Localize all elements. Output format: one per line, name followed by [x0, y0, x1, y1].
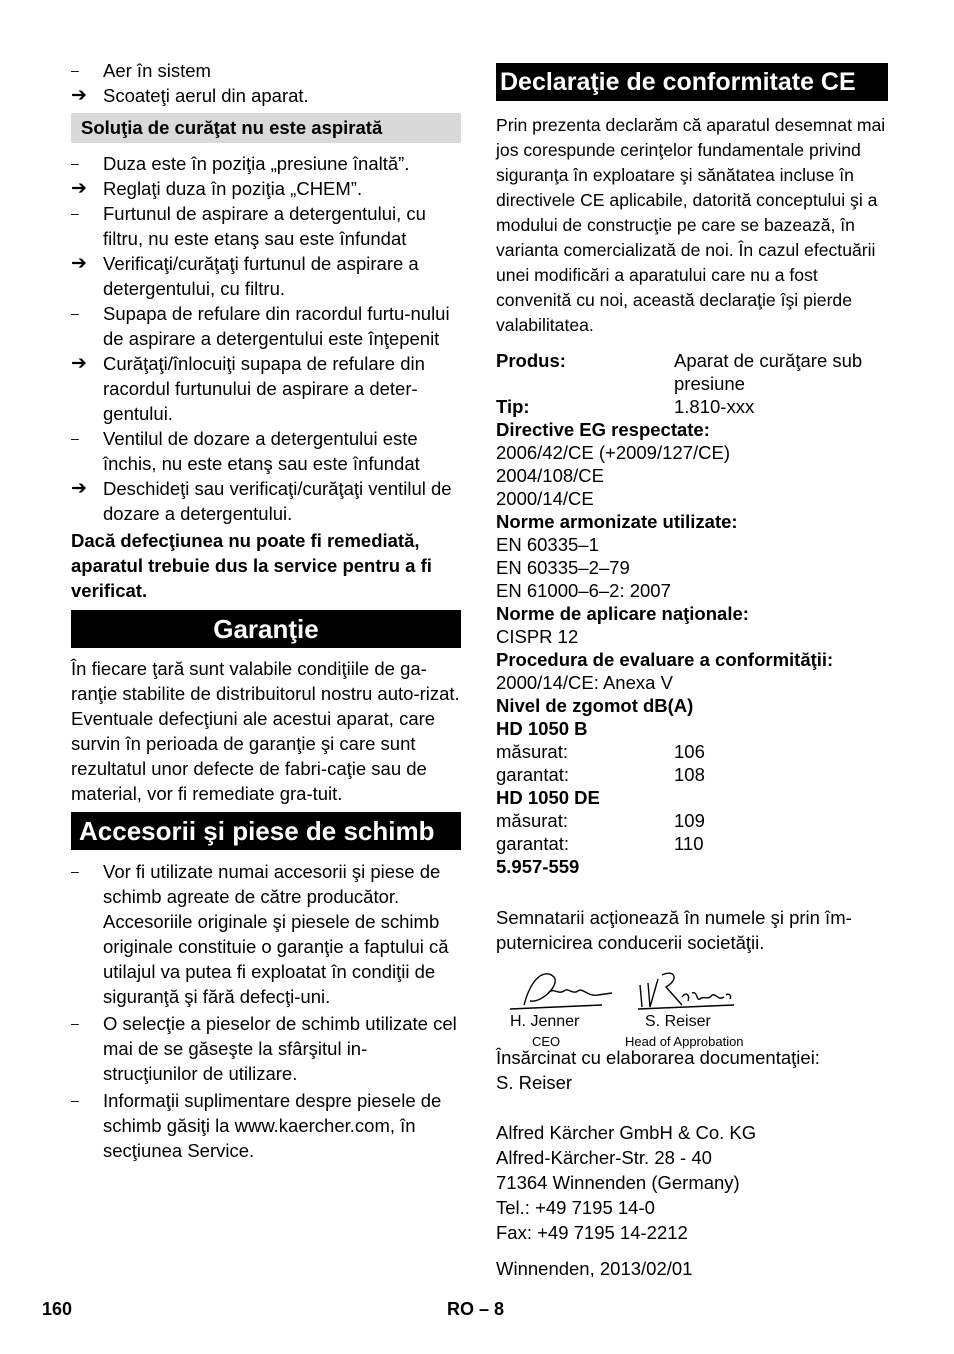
address-line: 71364 Winnenden (Germany) [496, 1172, 740, 1193]
documentation-person: S. Reiser [496, 1072, 573, 1093]
national-label: Norme de aplicare naţionale: [496, 603, 749, 624]
dash-marker: – [71, 305, 79, 321]
arrow-icon: ➔ [71, 178, 87, 199]
documentation-label: Însărcinat cu elaborarea documentaţiei: [496, 1047, 820, 1068]
declaration-intro: Prin prezenta declarăm că aparatul desemnat mai jos corespunde cerinţelor fundamentale privind siguranţa în exploatare şi sănătatea incluse în directivele CE aplicabile, datorită conceptului şi a modului de construcţie pe care se bazează, în varianta comercializată de noi. În cazul efectuării unei modificări a aparatului care nu a fost convenită cu noi, această declaraţie îşi pierde valabilitatea. [496, 115, 886, 335]
dash-marker: – [71, 155, 79, 171]
accessories-list [71, 859, 461, 1163]
warning-text: Dacă defecţiunea nu poate fi remediată, aparatul trebuie dus la service pentru a fi verificat. [71, 530, 432, 601]
norm-item: EN 60335–1 [496, 534, 599, 555]
list-item: – Furtunul de aspirare a detergentului, cu filtru, nu este etanş sau este înfundat [71, 203, 426, 249]
dash-marker: – [71, 1015, 79, 1031]
place-date: Winnenden, 2013/02/01 [496, 1258, 693, 1279]
dash-marker: – [71, 1092, 79, 1108]
dash-marker: – [71, 430, 79, 446]
page-number: 160 [42, 1299, 73, 1319]
national-item: CISPR 12 [496, 626, 579, 647]
conformity-heading: Declaraţie de conformitate CE [496, 63, 888, 101]
type-value: 1.810-xxx [674, 396, 755, 417]
address-line: Alfred-Kärcher-Str. 28 - 40 [496, 1147, 712, 1168]
signer-name: S. Reiser [645, 1013, 711, 1030]
product-row [496, 349, 888, 395]
product-label: Produs: [496, 350, 566, 371]
left-column [71, 58, 461, 1163]
sub-heading: Soluţia de curăţat nu este aspirată [71, 113, 461, 143]
norm-item: EN 61000–6–2: 2007 [496, 580, 671, 601]
accessories-heading: Accesorii şi piese de schimb [71, 812, 461, 850]
arrow-icon: ➔ [71, 478, 87, 499]
directive-item: 2004/108/CE [496, 465, 605, 486]
guaranteed-row: garantat: 108 [496, 764, 705, 785]
signature-icon [502, 965, 762, 1015]
norm-item: EN 60335–2–79 [496, 557, 630, 578]
address-line: Alfred Kärcher GmbH & Co. KG [496, 1122, 757, 1143]
section-page: RO – 8 [447, 1299, 505, 1319]
company-address [496, 1120, 888, 1245]
troubleshooting-list [71, 151, 461, 526]
directives-label: Directive EG respectate: [496, 419, 710, 440]
measured-row: măsurat: 106 [496, 741, 705, 762]
noise-label: Nivel de zgomot dB(A) [496, 695, 694, 716]
list-item: ➔ Verificaţi/curăţaţi furtunul de aspirare a detergentului, cu filtru. [71, 253, 419, 299]
signature-area [496, 965, 888, 1049]
declaration-details [496, 349, 888, 878]
type-label: Tip: [496, 396, 530, 417]
signatories-text: Semnatarii acţionează în numele şi prin îm-puternicirea conducerii societăţii. [496, 907, 852, 953]
procedure-item: 2000/14/CE: Anexa V [496, 672, 673, 693]
signer-role: Head of Approbation [625, 1034, 744, 1049]
list-item: ➔ Reglaţi duza în poziţia „CHEM”. [71, 178, 363, 199]
right-column [496, 58, 888, 1281]
list-item: ➔ Deschideţi sau verificaţi/curăţaţi ventilul de dozare a detergentului. [71, 478, 452, 524]
dash-marker: – [71, 863, 79, 879]
warranty-heading: Garanţie [71, 610, 461, 648]
list-item: – O selecţie a pieselor de schimb utilizate cel mai de se găseşte la sfârşitul in-strucţiunilor de utilizare. [71, 1013, 457, 1084]
model-name: HD 1050 DE [496, 787, 600, 808]
list-item: – Supapa de refulare din racordul furtu-nului de aspirare a detergentului este înţepenit [71, 303, 450, 349]
harmonized-label: Norme armonizate utilizate: [496, 511, 738, 532]
product-value: Aparat de curăţare sub presiune [674, 350, 863, 394]
directive-item: 2006/42/CE (+2009/127/CE) [496, 442, 730, 463]
list-item: – Vor fi utilizate numai accesorii şi piese de schimb agreate de către producător. Accesoriile originale şi piesele de schimb originale constituie o garanţie a faptului că utilajul va putea fi exploatat în condiţii de siguranţă şi fără defecţi-uni. [71, 861, 449, 1007]
signer-role: CEO [532, 1034, 561, 1049]
measured-row: măsurat: 109 [496, 810, 705, 831]
directive-item: 2000/14/CE [496, 488, 594, 509]
list-item: ➔ Scoateţi aerul din aparat. [71, 85, 309, 106]
address-line: Tel.: +49 7195 14-0 [496, 1197, 655, 1218]
list-item: – Duza este în poziţia „presiune înaltă”. [71, 153, 410, 174]
list-item: – Aer în sistem [71, 60, 211, 81]
arrow-icon: ➔ [71, 85, 87, 106]
procedure-label: Procedura de evaluare a conformităţii: [496, 649, 834, 670]
list-item: – Ventilul de dozare a detergentului este închis, nu este etanş sau este înfundat [71, 428, 420, 474]
dash-marker: – [71, 62, 79, 78]
list-item: ➔ Curăţaţi/înlocuiţi supapa de refulare din racordul furtunului de aspirare a deter-gentului. [71, 353, 425, 424]
signer-name: H. Jenner [510, 1013, 580, 1030]
type-row [496, 395, 888, 418]
arrow-icon: ➔ [71, 253, 87, 274]
address-line: Fax: +49 7195 14-2212 [496, 1222, 688, 1243]
warranty-text: În fiecare ţară sunt valabile condiţiile de ga-ranţie stabilite de distribuitorul nostru auto-rizat. Eventuale defecţiuni ale acestui aparat, care survin în perioada de garanţie şi care sunt rezultatul unor defecte de fabri-caţie sau de material, vor fi remediate gra-tuit. [71, 658, 460, 804]
doc-number: 5.957-559 [496, 856, 580, 877]
dash-marker: – [71, 205, 79, 221]
list-item: – Informaţii suplimentare despre piesele de schimb găsiţi la www.kaercher.com, în secţiunea Service. [71, 1090, 442, 1161]
model-name: HD 1050 B [496, 718, 588, 739]
arrow-icon: ➔ [71, 353, 87, 374]
guaranteed-row: garantat: 110 [496, 833, 704, 854]
